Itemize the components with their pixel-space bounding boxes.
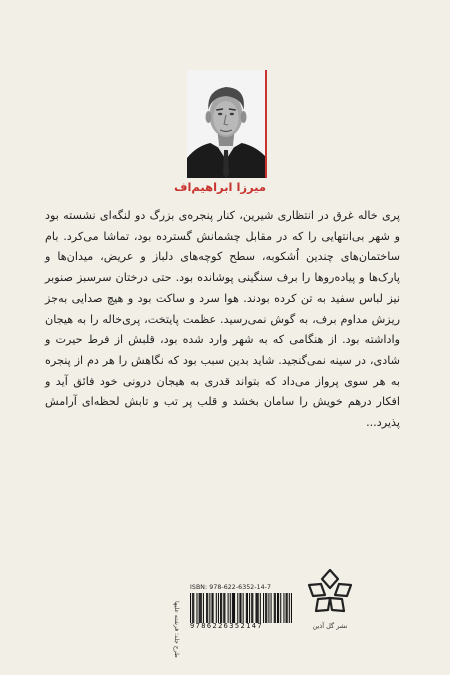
barcode-digits: 9786226352147 [190, 622, 263, 630]
isbn-barcode-block [190, 584, 292, 640]
isbn-label: ISBN: 978-622-6352-14-7 [190, 584, 272, 591]
back-cover-blurb: پری خاله غرق در انتظاری شیرین، کنار پنجره‌ی بزرگ دو لنگه‌ای نشسته بود و شهر بی‌انتهایی را که در مقابل چشمانش گسترده بود، تماشا می‌کرد. بام ساختمان‌های چندین اُشکوبه، سطح کوچه‌های دلباز و عریض، میدان‌ها و پارک‌ها و پیاده‌روها را برف سنگینی پوشانده بود. حتی درختان سرسبز صنوبر نیز لباس سفید به تن کرده بودند. هوا سرد و ساکت بود و هیچ صدایی به‌جز ریزش مداوم برف، به گوش نمی‌رسید. عظمت پایتخت، پری‌خاله را به هیجان واداشته بود. از هنگامی که به شهر وارد شده بود، قلبش از فرط حیرت و شادی، در سینه نمی‌گنجید. شاید بدین سبب بود که نگاهش را هر دم از پنجره به هر سوی پرواز می‌داد که بتواند قدری به هیجان درونی خود فائق آید و افکار درهم خویش را سامان بخشد و قلب پر تب و تابش لحظه‌ای آرامش پذیرد... [45, 209, 400, 430]
author-name: میرزا ابراهیم‌اف [174, 180, 266, 194]
cover-designer-credit: طرح جلد: فرشته علیها [173, 601, 180, 658]
publisher-name: نشر گل آذین [312, 622, 348, 630]
publisher-block [298, 566, 362, 646]
publisher-logo-icon [304, 566, 356, 618]
author-portrait [187, 70, 267, 178]
barcode [190, 593, 292, 631]
